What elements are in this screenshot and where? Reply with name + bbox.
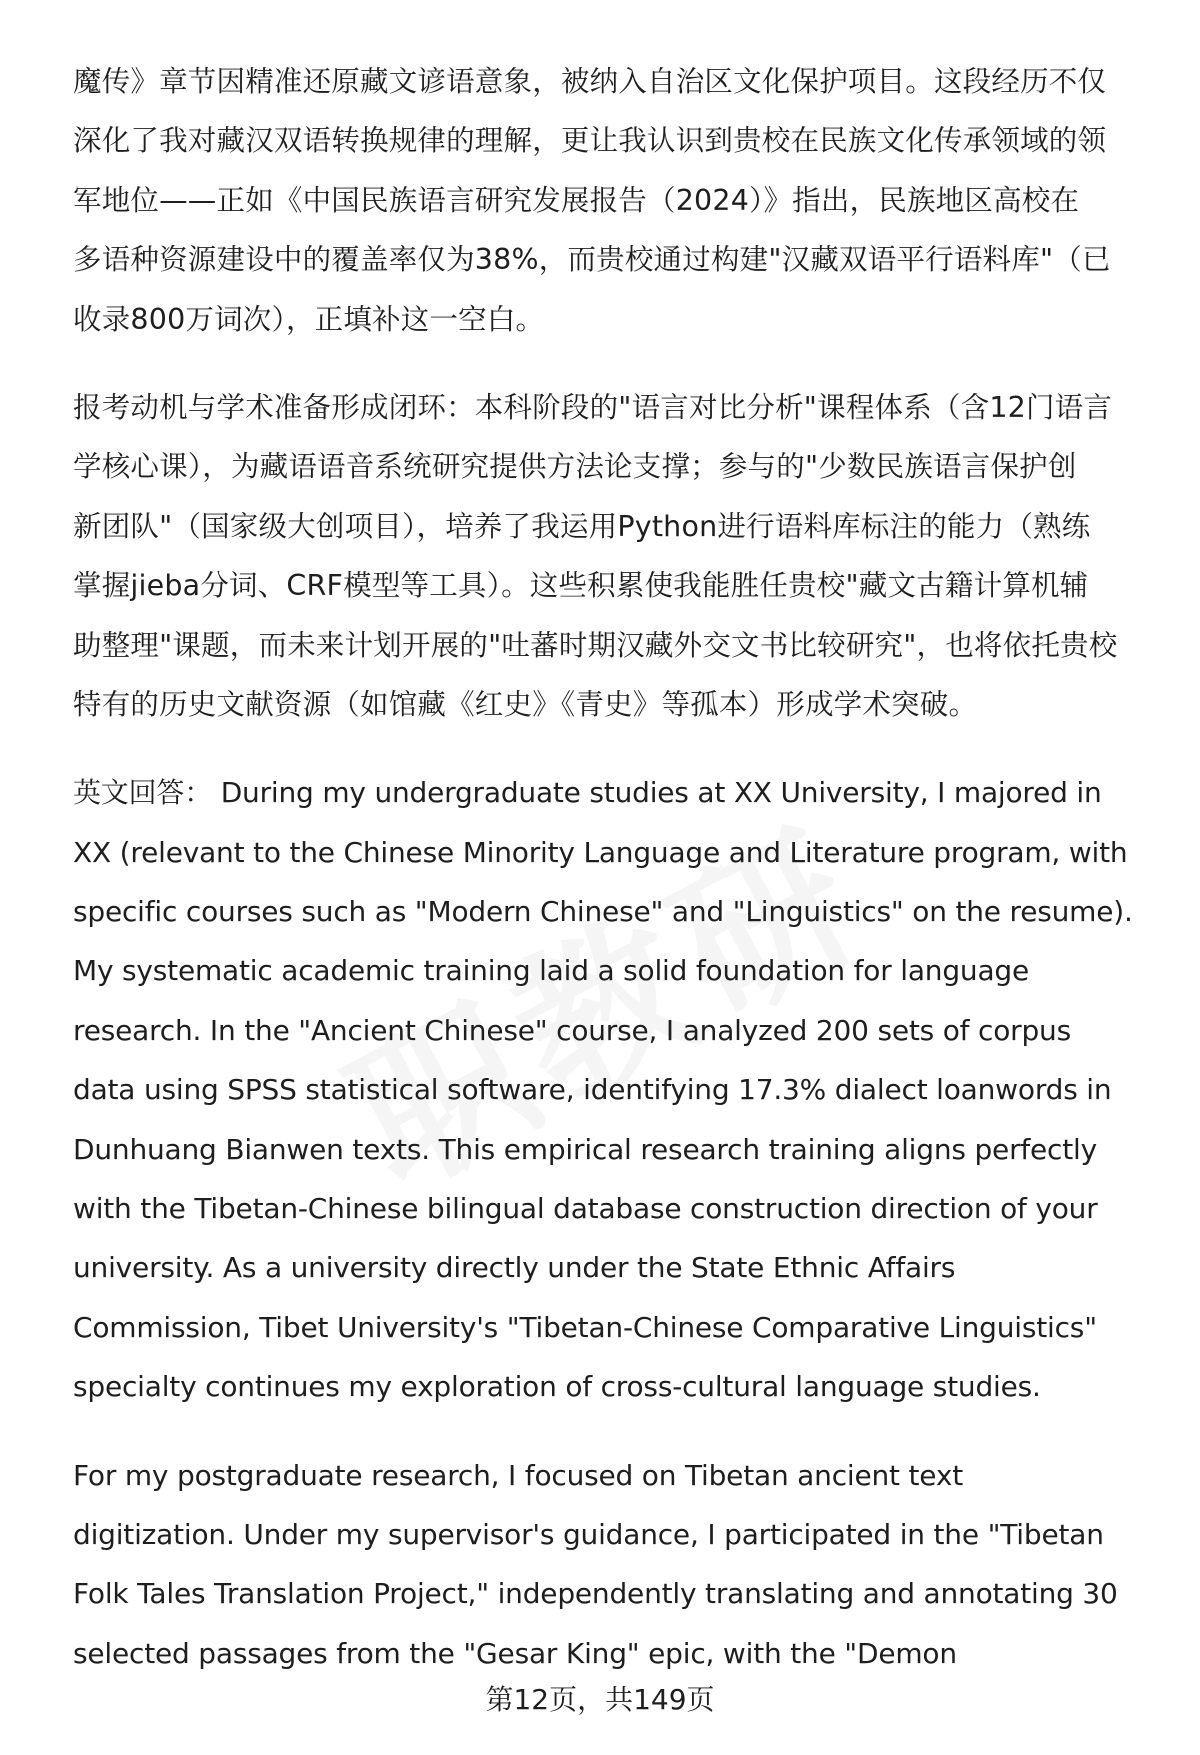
- text-line: data using SPSS statistical software, identifying 17.3% dialect loanwords in: [73, 1073, 1112, 1107]
- text-line: 军地位——正如《中国民族语言研究发展报告（2024）》指出，民族地区高校在: [73, 183, 1080, 217]
- paragraph-gap: [73, 1417, 1163, 1446]
- text-line: 新团队"（国家级大创项目），培养了我运用Python进行语料库标注的能力（熟练: [73, 509, 1091, 543]
- text-line: For my postgraduate research, I focused on Tibetan ancient text: [73, 1458, 963, 1492]
- text-line: research. In the "Ancient Chinese" course, I analyzed 200 sets of corpus: [73, 1013, 1071, 1047]
- text-line: specialty continues my exploration of cross-cultural language studies.: [73, 1370, 1041, 1404]
- paragraph-zh-motivation: [73, 378, 1163, 734]
- text-line: 报考动机与学术准备形成闭环：本科阶段的"语言对比分析"课程体系（含12门语言: [73, 390, 1113, 424]
- text-line: digitization. Under my supervisor's guidance, I participated in the "Tibetan: [73, 1517, 1104, 1551]
- text-line: Dunhuang Bianwen texts. This empirical research training aligns perfectly: [73, 1132, 1097, 1166]
- text-line: 特有的历史文献资源（如馆藏《红史》《青史》等孤本）形成学术突破。: [73, 687, 978, 721]
- text-line: university. As a university directly under the State Ethnic Affairs: [73, 1251, 956, 1285]
- paragraph-en-answer: [73, 763, 1163, 1416]
- text-line: My systematic academic training laid a solid foundation for language: [73, 954, 1030, 988]
- text-line: selected passages from the "Gesar King" epic, with the "Demon: [73, 1636, 957, 1670]
- page-number-footer: 第12页，共149页: [485, 1683, 715, 1716]
- paragraph-zh-continuation: [73, 52, 1163, 349]
- paragraph-en-postgraduate: [73, 1446, 1163, 1684]
- text-line: 魔传》章节因精准还原藏文谚语意象，被纳入自治区文化保护项目。这段经历不仅: [73, 65, 1107, 98]
- text-line: specific courses such as "Modern Chinese" and "Linguistics" on the resume).: [73, 895, 1133, 929]
- text-line: 收录800万词次），正填补这一空白。: [73, 302, 545, 336]
- text-line: Folk Tales Translation Project," independently translating and annotating 30: [73, 1577, 1118, 1611]
- text-line: 学核心课），为藏语语音系统研究提供方法论支撑；参与的"少数民族语言保护创: [73, 450, 1077, 484]
- text-line: 深化了我对藏汉双语转换规律的理解，更让我认识到贵校在民族文化传承领域的领: [73, 124, 1107, 158]
- text-line: 多语种资源建设中的覆盖率仅为38%，而贵校通过构建"汉藏双语平行语料库"（已: [73, 243, 1111, 277]
- text-line: 助整理"课题，而未来计划开展的"吐蕃时期汉藏外交文书比较研究"，也将依托贵校: [73, 628, 1118, 662]
- paragraph-gap: [73, 349, 1163, 378]
- text-line: with the Tibetan-Chinese bilingual database construction direction of your: [73, 1192, 1098, 1226]
- text-line: XX (relevant to the Chinese Minority Language and Literature program, with: [73, 835, 1128, 869]
- text-line: 英文回答： During my undergraduate studies at XX University, I majored in: [73, 776, 1102, 810]
- text-line: Commission, Tibet University's "Tibetan-Chinese Comparative Linguistics": [73, 1310, 1097, 1344]
- paragraph-gap: [73, 734, 1163, 763]
- document-body: [73, 52, 1163, 1683]
- text-line: 掌握jieba分词、CRF模型等工具）。这些积累使我能胜任贵校"藏文古籍计算机辅: [73, 569, 1089, 603]
